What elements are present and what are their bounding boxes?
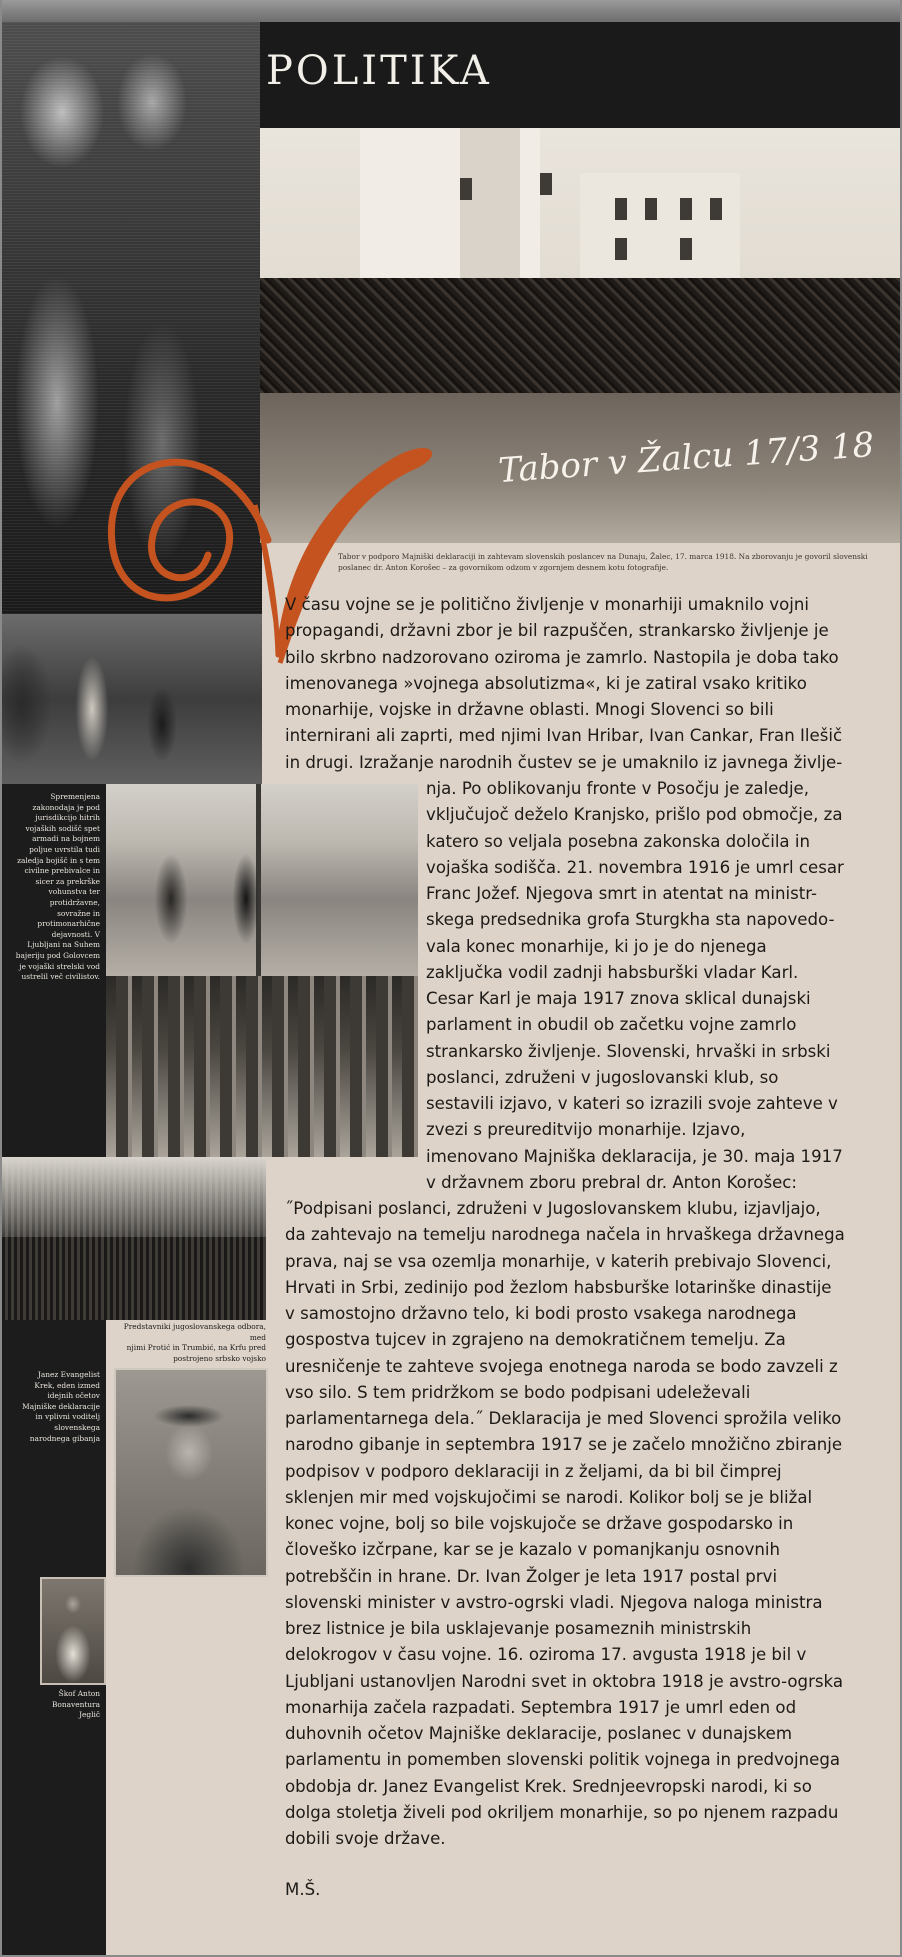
caption-jeglic — [6, 1689, 100, 1721]
text-line: človeško izčrpane, kar se je kazalo v pomanjkanju osnovnih — [285, 1540, 781, 1560]
text-line: Hrvati in Srbi, zedinijo pod žezlom habsburške lotarinške dinastije — [285, 1277, 832, 1297]
text-line: Predstavniki jugoslovanskega odbora, med — [123, 1322, 266, 1342]
body-text-narrow — [426, 776, 844, 1196]
text-line: konec vojne, bolj so bile vojskujoče se države gospodarsko in — [285, 1514, 794, 1533]
caption-zalec-rally: Tabor v podporo Majniški deklaraciji in zahtevam slovenskih poslancev na Dunaju, Žalec, 17. marca 1918. Na zborovanju je govoril slovenski poslanec dr. Anton Korošec – za govornikom odzom v zgornjem desnem kotu fotografije. — [338, 552, 868, 572]
window — [460, 178, 472, 200]
poster-page — [2, 0, 900, 1955]
text-line: dobili svoje države. — [285, 1829, 446, 1848]
window — [615, 198, 627, 220]
window — [645, 198, 657, 220]
text-line: Ljubljani ustanovljen Narodni svet in oktobra 1918 je avstro-ogrska — [285, 1671, 844, 1691]
text-line: in drugi. Izražanje narodnih čustev se je umaknilo iz javnega življe- — [285, 752, 843, 772]
text-line: narodnega gibanja — [29, 1433, 100, 1443]
text-line: Bonaventura — [51, 1699, 100, 1709]
photo-army-assembly — [2, 1157, 266, 1320]
text-line: sklenjen mir med vojskujočimi se narodi. Kolikor bolj se je bližal — [285, 1487, 813, 1507]
text-line: parlamentu in pomemben slovenski politik vojnega in predvojnega — [285, 1750, 841, 1770]
text-line: vključujoč deželo Kranjsko, prišlo pod območje, za — [426, 805, 843, 825]
text-line: imenovanega »vojnega absolutizma«, ki je zatiral vsako kritiko — [285, 673, 807, 693]
text-line: vala konec monarhije, ki jo je do njenega — [426, 936, 767, 956]
window — [680, 238, 692, 260]
caption-yugoslav-committee — [106, 1322, 266, 1364]
text-line: sestavili izjavo, v kateri so izrazili svoje zahteve v — [426, 1094, 838, 1113]
text-line: delokrogov v času vojne. 16. oziroma 17. avgusta 1918 je bil v — [285, 1645, 807, 1665]
text-line: bajeriju pod Golovcem — [15, 950, 100, 960]
text-line: civilne prebivalce in — [24, 866, 100, 876]
text-line: Jeglič — [79, 1710, 100, 1720]
window — [615, 238, 627, 260]
text-line: dejavnosti. V — [51, 929, 100, 939]
text-line: imenovano Majniška deklaracija, je 30. maja 1917 — [426, 1146, 843, 1166]
body-text-top — [285, 592, 842, 776]
text-line: ustrelil več civilistov. — [21, 972, 100, 982]
text-line: slovenskega — [54, 1422, 100, 1432]
text-line: propagandi, državni zbor je bil razpuščen, strankarsko življenje je — [285, 621, 829, 641]
text-line: dolga stoletja živeli pod okriljem monarhije, so po njenem razpadu — [285, 1802, 839, 1822]
text-line: Škof Anton — [58, 1689, 100, 1698]
text-line: zaledja bojišč in s tem — [17, 855, 100, 865]
body-text-bottom — [285, 1196, 845, 1852]
text-line: nja. Po oblikovanju fronte v Posočju je zaledje, — [426, 779, 810, 798]
text-line: zvezi s preureditvijo monarhije. Izjavo, — [426, 1120, 746, 1140]
window — [540, 173, 552, 195]
photo-soldiers-line — [106, 976, 418, 1157]
text-line: njimi Protić in Trumbić, na Krfu pred — [126, 1343, 266, 1353]
text-line: brez listnice je bila usklajevanje posameznih ministrskih — [285, 1619, 752, 1638]
building-tower — [460, 128, 520, 303]
text-line: vojaških sodišč spet — [25, 823, 100, 833]
window — [710, 198, 722, 220]
text-line: poljue uvrstila tudi — [29, 844, 100, 854]
caption-krek — [6, 1370, 100, 1444]
text-line: parlamentarnega dela.˝ Deklaracija je med Slovenci sprožila veliko — [285, 1409, 842, 1428]
text-line: zaključka vodil zadnji habsburški vladar Karl. — [426, 962, 799, 982]
text-line: Krek, eden izmed — [34, 1380, 100, 1390]
text-line: vohunstva ter — [48, 887, 100, 897]
text-line: vso silo. S tem pridržkom se bodo podpisani udeleževali — [285, 1382, 751, 1402]
page-title: POLITIKA — [266, 48, 492, 94]
text-line: Ljubljani na Suhem — [27, 940, 100, 950]
text-line: podpisov v podporo deklaraciji in z željami, da bi bil čimprej — [285, 1461, 782, 1481]
text-line: poslanci, združeni v jugoslovanski klub, so — [426, 1067, 779, 1087]
text-line: duhovnih očetov Majniške deklaracije, poslanec v dunajskem — [285, 1724, 793, 1743]
text-line: v državnem zboru prebral dr. Anton Korošec: — [426, 1172, 798, 1192]
text-line: uresničenje te zahteve svojega enotnega naroda se bodo zavzeli z — [285, 1356, 838, 1376]
text-line: skega predsednika grofa Sturgkha sta napovedo- — [426, 910, 835, 930]
text-line: Majniške deklaracije — [22, 1401, 100, 1411]
text-line: v samostojno državno telo, ki bodi prosto vsakega narodnega — [285, 1304, 797, 1323]
text-line: Cesar Karl je maja 1917 znova sklical dunajski — [426, 989, 811, 1008]
top-bar — [2, 0, 900, 22]
text-line: gospostva tujcev in zgrajeno na demokratičnem temelju. Za — [285, 1330, 786, 1350]
author-signature: M.Š. — [285, 1880, 321, 1899]
photo-execution — [106, 784, 418, 976]
text-line: slovenski minister v avstro-ogrski vladi. Njegova naloga ministra — [285, 1592, 823, 1612]
text-line: sovražne in — [57, 908, 100, 918]
text-line: protimonarhične — [37, 919, 100, 929]
text-line: je vojaški strelski vod — [19, 961, 100, 971]
text-line: Spremenjena — [50, 792, 100, 801]
text-line: idejnih očetov — [47, 1391, 100, 1401]
text-line: monarhije, vojske in državne oblasti. Mnogi Slovenci so bili — [285, 700, 774, 719]
crowd — [260, 278, 900, 398]
text-line: internirani ali zaprti, med njimi Ivan Hribar, Ivan Cankar, Fran Ilešič — [285, 726, 843, 746]
window — [680, 198, 692, 220]
text-line: vojaška sodišča. 21. novembra 1916 je umrl cesar — [426, 857, 844, 877]
text-line: sicer za prekrške — [35, 876, 100, 886]
photo-inscription: Tabor v Žalcu 17/3 18 — [497, 424, 876, 492]
text-line: Franc Jožef. Njegova smrt in atentat na ministr- — [426, 884, 818, 903]
text-line: narodno gibanje in septembra 1917 se je začelo množično zbiranje — [285, 1435, 843, 1455]
text-line: bilo skrbno nadzorovano oziroma je zamrlo. Nastopila je doba tako — [285, 647, 839, 667]
text-line: obdobja dr. Janez Evangelist Krek. Srednjeevropski narodi, ki so — [285, 1776, 812, 1796]
text-line: jurisdikcijo hitrih — [35, 813, 100, 823]
text-line: ˝Podpisani poslanci, združeni v Jugoslovanskem klubu, izjavljajo, — [285, 1199, 821, 1218]
text-line: parlament in obudil ob začetku vojne zamrlo — [426, 1015, 797, 1035]
text-line: potrebščin in hrane. Dr. Ivan Žolger je leta 1917 postal prvi — [285, 1566, 778, 1586]
photo-jeglic-portrait — [40, 1577, 106, 1685]
text-line: prava, naj se vsa ozemlja monarhije, v katerih prebivajo Slovenci, — [285, 1251, 832, 1271]
text-line: postrojeno srbsko vojsko — [173, 1353, 266, 1363]
text-line: zakonodaja je pod — [32, 802, 100, 812]
text-line: armadi na bojnem — [32, 834, 100, 844]
text-line: Janez Evangelist — [37, 1370, 100, 1379]
text-line: in vplivni voditelj — [35, 1412, 100, 1422]
text-line: monarhija začela razpadati. Septembra 1917 je umrl eden od — [285, 1697, 797, 1717]
text-line: V času vojne se je politično življenje v monarhiji umaknilo vojni — [285, 595, 810, 614]
text-line: da zahtevajo na temelju narodnega načela in hrvaškega državnega — [285, 1225, 845, 1245]
text-line: protidržavne, — [49, 897, 100, 907]
photo-krek-portrait — [114, 1368, 268, 1577]
caption-martial-law — [6, 792, 100, 983]
text-line: strankarsko življenje. Slovenski, hrvaški in srbski — [426, 1041, 831, 1061]
text-line: katero so veljala posebna zakonska določila in — [426, 831, 810, 851]
